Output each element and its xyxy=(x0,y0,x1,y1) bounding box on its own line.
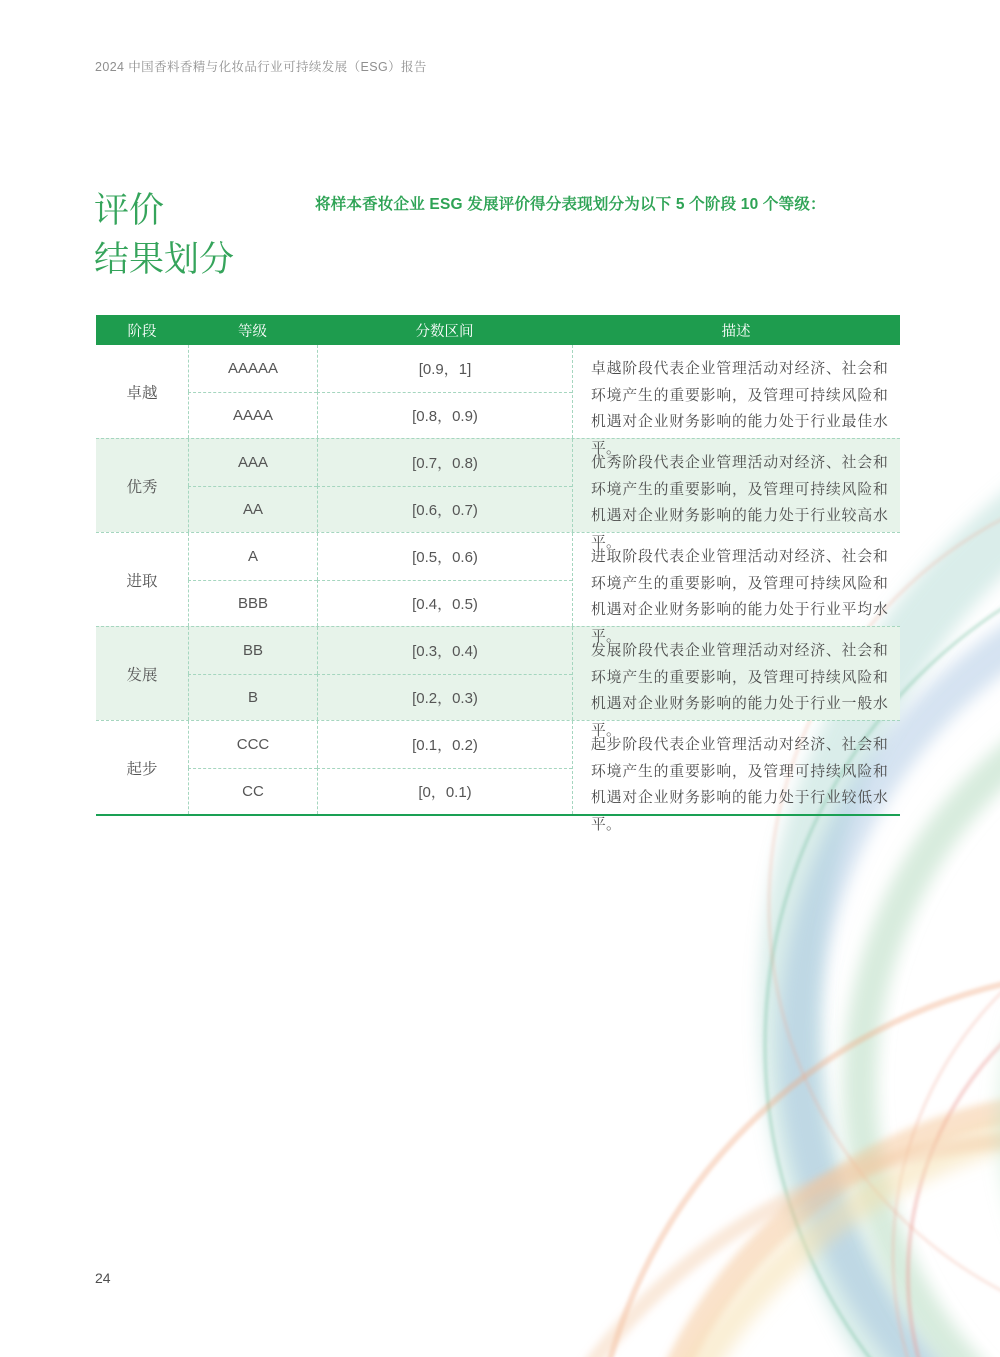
table-body xyxy=(96,345,900,833)
column-header-description: 描述 xyxy=(721,323,751,340)
range-cell: [0.8，0.9) xyxy=(317,392,572,439)
document-header: 2024 中国香料香精与化妆品行业可持续发展（ESG）报告 xyxy=(95,60,427,74)
grade-cell: AA xyxy=(188,486,317,533)
stage-cell: 优秀 xyxy=(126,478,158,496)
grade-cell: CC xyxy=(188,768,317,815)
range-cell: [0.7，0.8) xyxy=(317,439,572,486)
range-cell: [0.3，0.4) xyxy=(317,627,572,674)
table-header-row xyxy=(96,315,900,345)
rating-table xyxy=(96,315,900,833)
grade-cell: CCC xyxy=(188,721,317,768)
description-cell: 起步阶段代表企业管理活动对经济、社会和环境产生的重要影响，及管理可持续风险和机遇对企业财务影响的能力处于行业较低水平。 xyxy=(572,721,900,814)
grade-cell: A xyxy=(188,533,317,580)
range-cell: [0.4，0.5) xyxy=(317,580,572,627)
grade-cell: BB xyxy=(188,627,317,674)
grade-cell: BBB xyxy=(188,580,317,627)
description-cell: 发展阶段代表企业管理活动对经济、社会和环境产生的重要影响，及管理可持续风险和机遇对企业财务影响的能力处于行业一般水平。 xyxy=(572,627,900,720)
section-title xyxy=(94,186,234,284)
section-title-line1: 评价 xyxy=(94,191,165,230)
description-cell: 卓越阶段代表企业管理活动对经济、社会和环境产生的重要影响，及管理可持续风险和机遇对企业财务影响的能力处于行业最佳水平。 xyxy=(572,345,900,438)
range-cell: [0，0.1) xyxy=(317,768,572,815)
column-header-range: 分数区间 xyxy=(415,323,474,340)
grade-cell: B xyxy=(188,674,317,721)
stage-cell: 进取 xyxy=(126,572,158,590)
grade-cell: AAA xyxy=(188,439,317,486)
range-cell: [0.5，0.6) xyxy=(317,533,572,580)
column-header-grade: 等级 xyxy=(238,323,267,340)
table-group-fazhan xyxy=(96,626,900,739)
table-group-jinqu xyxy=(96,532,900,645)
range-cell: [0.1，0.2) xyxy=(317,721,572,768)
section-title-line2: 结果划分 xyxy=(94,240,235,279)
range-cell: [0.2，0.3) xyxy=(317,674,572,721)
stage-cell: 发展 xyxy=(126,666,158,684)
column-header-stage: 阶段 xyxy=(127,323,157,340)
stage-cell: 起步 xyxy=(126,760,158,778)
page-number: 24 xyxy=(95,1270,111,1286)
grade-cell: AAAAA xyxy=(188,345,317,392)
range-cell: [0.6，0.7) xyxy=(317,486,572,533)
table-group-zhuoyue xyxy=(96,345,900,457)
description-cell: 进取阶段代表企业管理活动对经济、社会和环境产生的重要影响，及管理可持续风险和机遇对企业财务影响的能力处于行业平均水平。 xyxy=(572,533,900,626)
description-cell: 优秀阶段代表企业管理活动对经济、社会和环境产生的重要影响，及管理可持续风险和机遇对企业财务影响的能力处于行业较高水平。 xyxy=(572,439,900,532)
grade-cell: AAAA xyxy=(188,392,317,439)
table-group-youxiu xyxy=(96,438,900,551)
range-cell: [0.9，1] xyxy=(317,345,572,392)
table-group-qibu xyxy=(96,720,900,833)
intro-text: 将样本香妆企业 ESG 发展评价得分表现划分为以下 5 个阶段 10 个等级： xyxy=(315,196,826,213)
stage-cell: 卓越 xyxy=(126,384,158,402)
